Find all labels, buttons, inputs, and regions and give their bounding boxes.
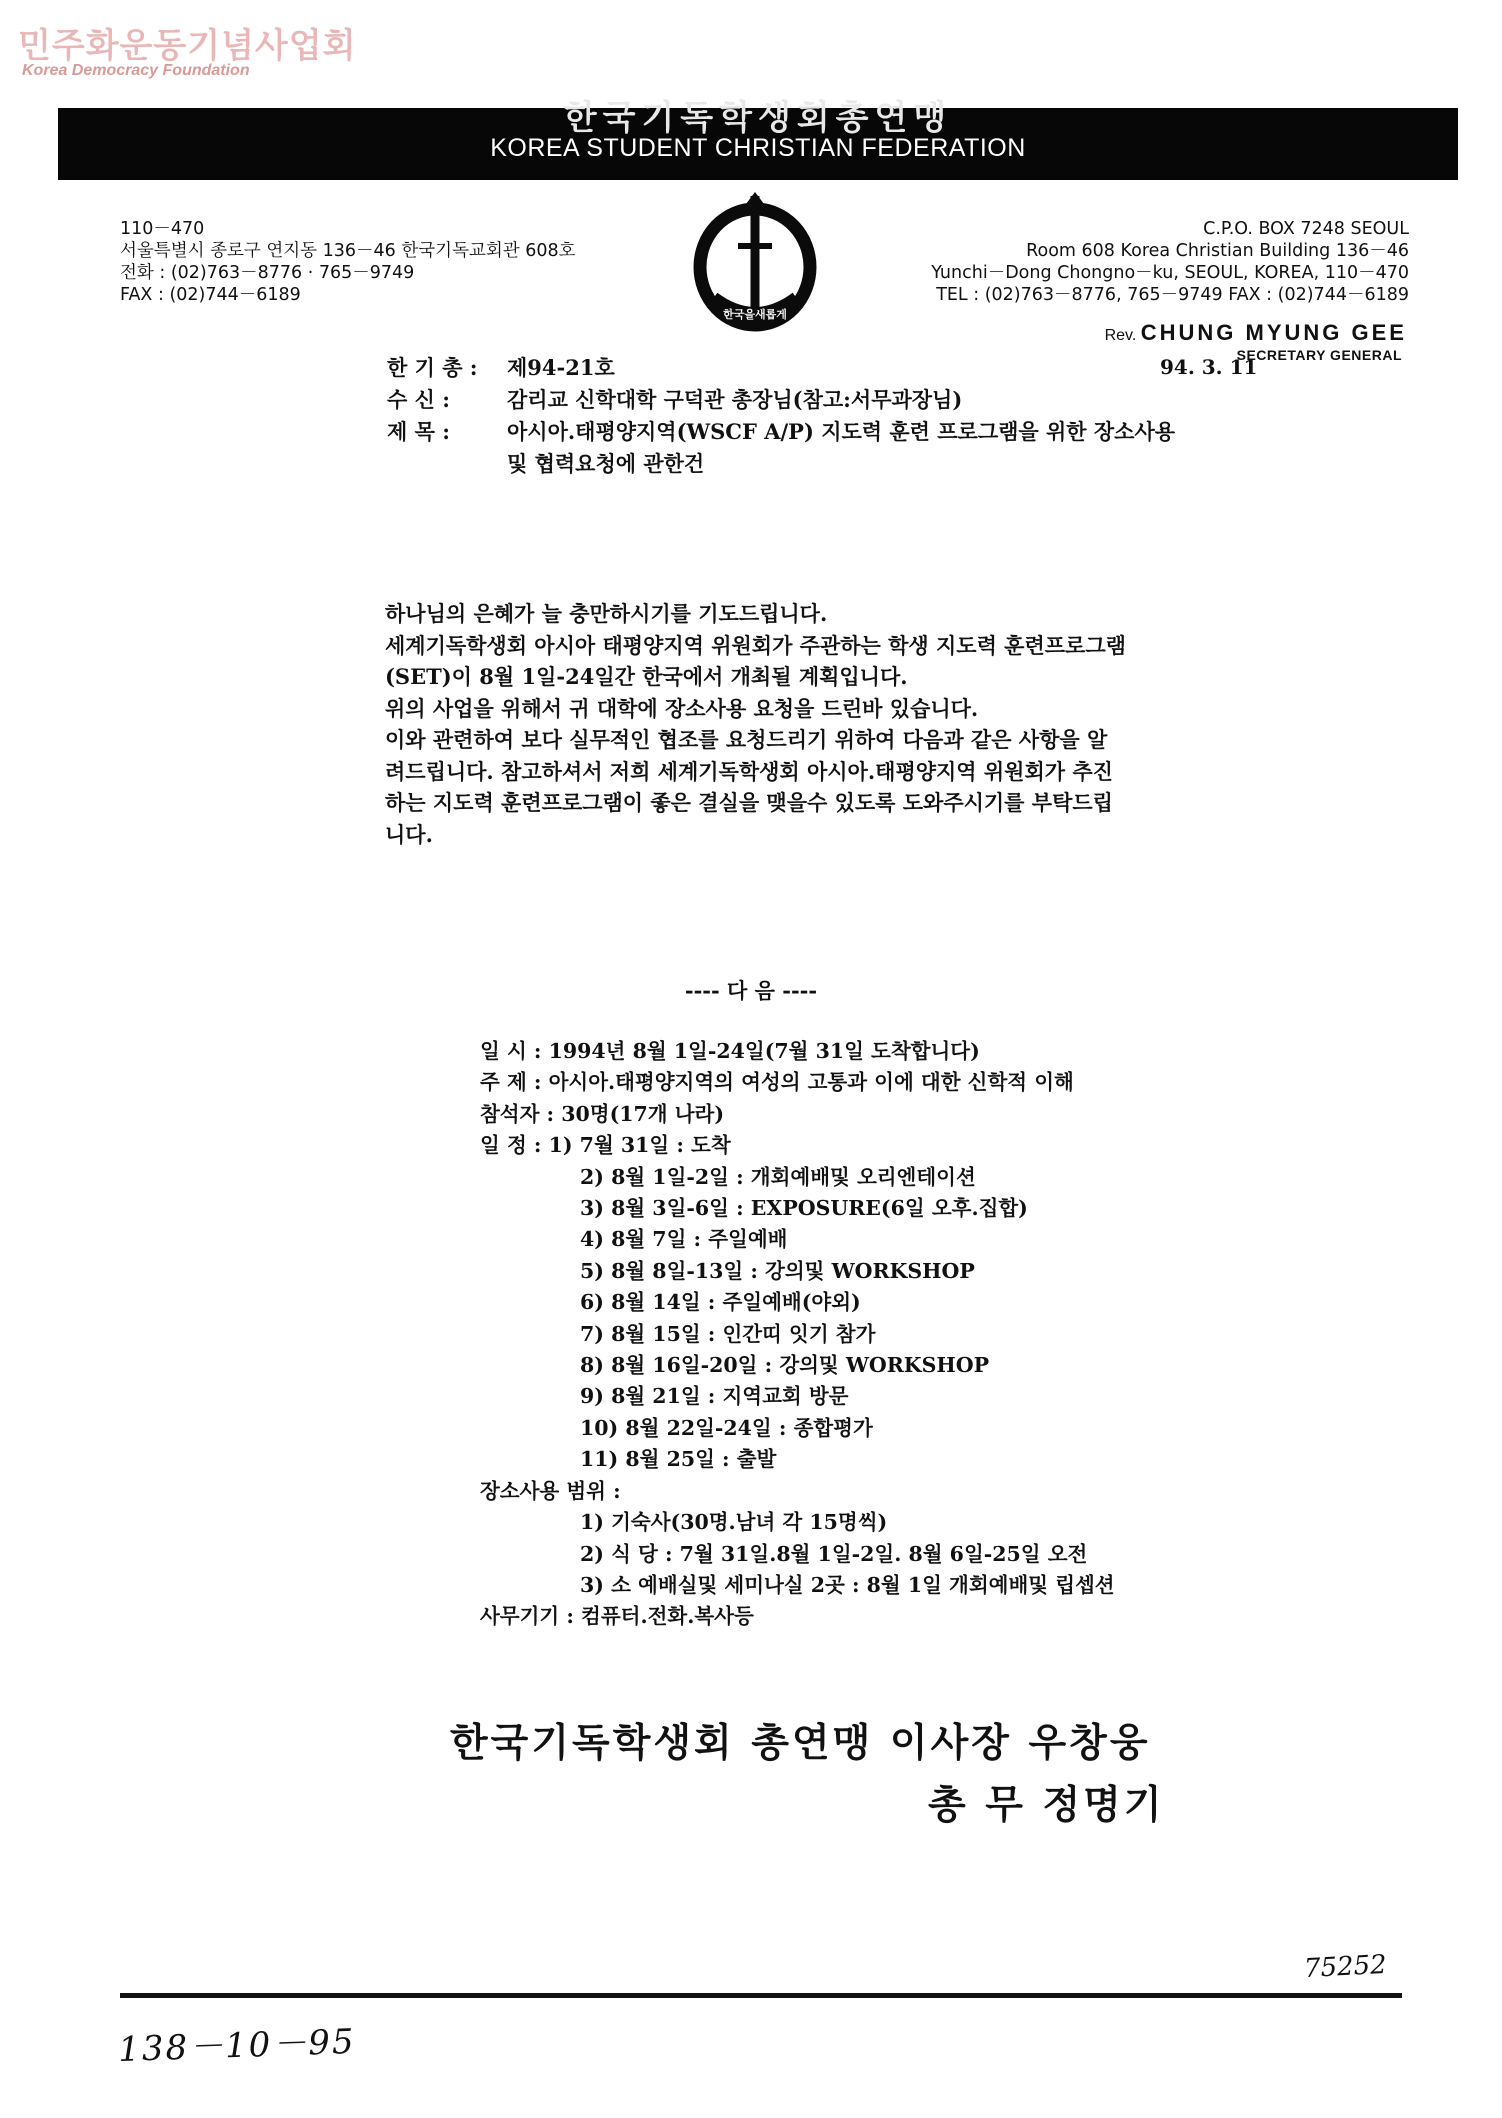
meta-value: 아시아.태평양지역(WSCF A/P) 지도력 훈련 프로그램을 위한 장소사용 [507,419,1176,444]
section-divider: ---- 다 음 ---- [684,978,818,1003]
logo-motto: 한국을새롭게 [723,308,787,321]
signer-title: SECRETARY GENERAL [1236,347,1402,363]
signature-line-secretary: 총 무 정명기 [928,1782,1165,1828]
meta-label: 제 목 : [387,419,450,444]
event-details [480,1036,1115,1633]
watermark-korean: 민주화운동기념사업회 [18,26,357,66]
address-line: FAX : (02)744－6189 [120,285,301,305]
detail-line: 5) 8월 8일-13일 : 강의및 WORKSHOP [580,1258,975,1283]
detail-line: 8) 8월 16일-20일 : 강의및 WORKSHOP [580,1353,990,1378]
address-line: C.P.O. BOX 7248 SEOUL [1203,219,1409,239]
detail-line: 9) 8월 21일 : 지역교회 방문 [580,1384,849,1409]
detail-line: 일 정 : 1) 7월 31일 : 도착 [480,1133,731,1158]
signer-name [1105,320,1407,346]
banner-english-title: KOREA STUDENT CHRISTIAN FEDERATION [490,134,1026,162]
letterhead-banner [58,98,1458,180]
meta-value: 제94-21호 [507,355,615,380]
handwritten-reference: 138－10－95 [117,2021,357,2071]
address-line: 110－470 [120,219,205,239]
detail-line: 일 시 : 1994년 8월 1일-24일(7월 31일 도착합니다) [480,1039,980,1063]
address-line: TEL : (02)763－8776, 765－9749 FAX : (02)744－6189 [936,285,1409,305]
detail-line: 2) 식 당 : 7월 31일.8월 1일-2일. 8월 6일-25일 오전 [580,1541,1088,1566]
federation-logo [690,192,820,332]
body-line: 려드립니다. 참고하셔서 저희 세계기독학생회 아시아.태평양지역 위원회가 추진 [385,758,1113,784]
address-english [931,218,1409,306]
watermark-english: Korea Democracy Foundation [22,62,250,79]
body-line: 니다. [385,821,433,847]
document-date: 94. 3. 11 [1160,355,1258,379]
letter-body [385,598,1126,850]
detail-line: 1) 기숙사(30명.남녀 각 15명씩) [580,1510,888,1535]
detail-line: 7) 8월 15일 : 인간띠 잇기 참가 [580,1321,876,1346]
address-line: Yunchi－Dong Chongno－ku, SEOUL, KOREA, 110－470 [931,263,1409,283]
detail-line: 주 제 : 아시아.태평양지역의 여성의 고통과 이에 대한 신학적 이해 [480,1070,1074,1095]
document-meta [387,352,1175,480]
body-line: 위의 사업을 위해서 귀 대학에 장소사용 요청을 드린바 있습니다. [385,695,979,721]
body-line: 세계기독학생회 아시아 태평양지역 위원회가 주관하는 학생 지도력 훈련프로그램 [385,632,1126,658]
meta-row-number [387,352,1175,384]
detail-line: 사무기기 : 컴퓨터.전화.복사등 [480,1604,754,1629]
meta-label: 수 신 : [387,387,450,412]
meta-row-recipient [387,384,1175,416]
detail-line: 6) 8월 14일 : 주일예배(야외) [580,1290,861,1315]
detail-line: 3) 8월 3일-6일 : EXPOSURE(6일 오후.집합) [580,1196,1028,1221]
detail-line: 3) 소 예배실및 세미나실 2곳 : 8월 1일 개회예배및 립셉션 [580,1572,1115,1597]
address-line: Room 608 Korea Christian Building 136－46 [1026,241,1409,261]
detail-line: 장소사용 범위 : [480,1478,621,1503]
meta-subject-continued: 및 협력요청에 관한건 [507,451,705,476]
signer-fullname: CHUNG MYUNG GEE [1140,320,1407,345]
signer-prefix: Rev. [1104,327,1137,344]
address-line: 전화 : (02)763－8776 · 765－9749 [120,263,415,283]
address-line: 서울특별시 종로구 연지동 136－46 한국기독교회관 608호 [120,241,576,261]
detail-line: 10) 8월 22일-24일 : 종합평가 [580,1415,873,1440]
handwritten-archive-number: 75252 [1303,1949,1388,1985]
body-line: 하는 지도력 훈련프로그램이 좋은 결실을 맺을수 있도록 도와주시기를 부탁드립 [385,790,1113,815]
body-line: 이와 관련하여 보다 실무적인 협조를 요청드리기 위하여 다음과 같은 사항을 알 [385,727,1108,752]
meta-value: 감리교 신학대학 구덕관 총장님(참고:서무과장님) [507,387,963,412]
detail-line: 참석자 : 30명(17개 나라) [480,1101,725,1126]
banner-korean-title: 한국기독학생회총연맹 [563,98,953,138]
body-line: 하나님의 은혜가 늘 충만하시기를 기도드립니다. [385,601,828,626]
address-korean [120,218,576,306]
meta-row-subject [387,416,1175,448]
detail-line: 2) 8월 1일-2일 : 개회예배및 오리엔테이션 [580,1164,976,1189]
signature-line-chairman: 한국기독학생회 총연맹 이사장 우창웅 [450,1720,1151,1766]
meta-label: 한 기 총 : [387,355,478,380]
body-line: (SET)이 8월 1일-24일간 한국에서 개최될 계획입니다. [385,664,908,689]
footer-divider [120,1993,1402,1998]
detail-line: 11) 8월 25일 : 출발 [580,1447,777,1472]
detail-line: 4) 8월 7일 : 주일예배 [580,1227,788,1252]
